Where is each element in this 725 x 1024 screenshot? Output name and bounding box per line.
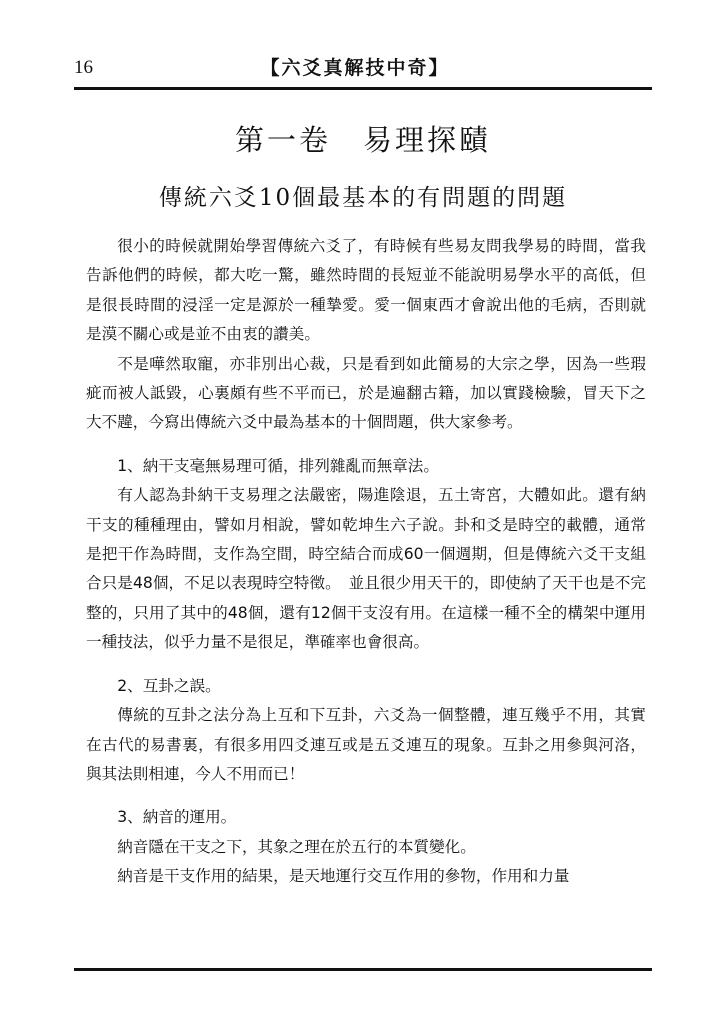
paragraph: 納音隱在干支之下，其象之理在於五行的本質變化。 xyxy=(117,837,476,856)
list-item-heading: 1、納干支毫無易理可循，排列雜亂而無章法。 xyxy=(117,456,439,475)
body-text xyxy=(86,232,646,892)
footer-rule xyxy=(74,968,652,971)
running-head: 【六爻真解技中奇】 xyxy=(260,57,450,79)
paragraph: 很小的時候就開始學習傳統六爻了，有時候有些易友問我學易的時間，當我告訴他們的時候，都大吃一驚，雖然時間的長短並不能說明易學水平的高低，但是很長時間的浸淫一定是源於一種摯愛。愛一個東西才會說出他的毛病，否則就是漠不關心或是並不由衷的讚美。 xyxy=(86,237,646,344)
paragraph: 傳統的互卦之法分為上互和下互卦，六爻為一個整體，連互幾乎不用，其實在古代的易書裏，有很多用四爻連互或是五爻連互的現象。互卦之用參與河洛，與其法則相連，今人不用而已！ xyxy=(86,706,646,783)
volume-title: 第一卷 易理探賾 xyxy=(234,123,491,157)
section-title: 傳統六爻10個最基本的有問題的問題 xyxy=(158,185,568,211)
paragraph: 有人認為卦納干支易理之法嚴密，陽進陰退，五土寄宮，大體如此。還有納干支的種種理由，譬如月相說，譬如乾坤生六子說。卦和爻是時空的載體，通常是把干作為時間，支作為空間，時空結合而成60一個週期，但是傳統六爻干支組合只是48個，不足以表現時空特徵。 並且很少用天干的，即使納了天干也是不完整的，只用了其中的48個，還有12個干支沒有用。在這樣一種不全的構架中運用一種技法，似乎力量不是很足，準確率也會很高。 xyxy=(86,486,646,652)
header-rule xyxy=(74,87,652,90)
page-number: 16 xyxy=(74,57,93,78)
paragraph: 不是嘩然取寵，亦非別出心裁，只是看到如此簡易的大宗之學，因為一些瑕疵而被人詆毀，心裏頗有些不平而已，於是遍翻古籍，加以實踐檢驗，冒天下之大不韙，今寫出傳統六爻中最為基本的十個問題，供大家參考。 xyxy=(86,354,646,432)
paragraph: 納音是干支作用的結果，是天地運行交互作用的參物，作用和力量 xyxy=(117,867,570,886)
list-item-heading: 2、互卦之誤。 xyxy=(117,676,221,695)
list-item-heading: 3、納音的運用。 xyxy=(117,808,237,827)
